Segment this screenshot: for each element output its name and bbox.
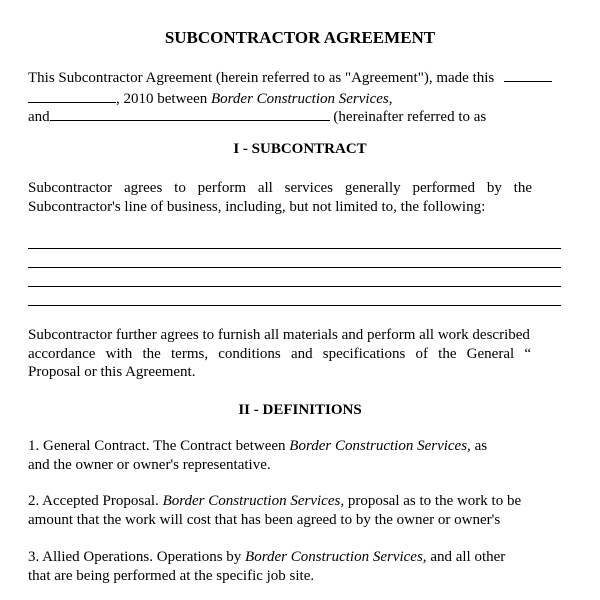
subcontractor-name-blank[interactable] [50, 106, 330, 121]
section-1-heading: I - SUBCONTRACT [233, 141, 367, 157]
services-blank-line-4[interactable] [28, 305, 561, 306]
section-2-heading: II - DEFINITIONS [238, 402, 362, 418]
definition-3-pre: 3. Allied Operations. Operations by [28, 549, 246, 565]
definition-1-line-2: and the owner or owner's representative. [28, 457, 271, 473]
document-title: SUBCONTRACTOR AGREEMENT [164, 28, 436, 47]
date-day-blank[interactable] [504, 67, 552, 82]
intro-hereinafter: (hereinafter referred to as [329, 109, 487, 125]
intro-text-2: , 2010 between [116, 91, 211, 107]
definition-1-line-1 [28, 437, 487, 455]
section-1-para-2-line-3: Proposal or this Agreement. [28, 364, 196, 380]
definition-2-company: Border Construction Services, [162, 493, 345, 509]
definition-3-company: Border Construction Services, [245, 549, 427, 565]
services-blank-line-2[interactable] [28, 267, 561, 268]
definition-2-post: proposal as to the work to be [344, 493, 522, 509]
services-blank-line-1[interactable] [28, 248, 561, 249]
intro-line-3 [28, 106, 486, 126]
definition-1-post: as [470, 438, 488, 454]
date-month-blank[interactable] [28, 88, 116, 103]
intro-line-1 [28, 67, 552, 87]
definition-3-line-1 [28, 548, 505, 566]
section-1-para-2-line-1: Subcontractor further agrees to furnish all materials and perform all work described [28, 327, 530, 343]
section-1-para-1-line-1: Subcontractor agrees to perform all services generally performed by the [28, 180, 532, 196]
definition-2-line-1 [28, 492, 521, 510]
definition-2-pre: 2. Accepted Proposal. [28, 493, 163, 509]
definition-3-post: and all other [426, 549, 506, 565]
intro-line-2 [28, 88, 393, 108]
definition-2-line-2: amount that the work will cost that has been agreed to by the owner or owner's [28, 512, 501, 528]
definition-3-line-2: that are being performed at the specific job site. [28, 568, 315, 584]
services-blank-line-3[interactable] [28, 286, 561, 287]
definition-1-pre: 1. General Contract. The Contract between [28, 438, 290, 454]
section-1-para-1-line-2: Subcontractor's line of business, including, but not limited to, the following: [28, 199, 486, 215]
definition-1-company: Border Construction Services, [289, 438, 471, 454]
intro-company: Border Construction Services, [210, 91, 393, 107]
section-1-para-2-line-2: accordance with the terms, conditions and specifications of the General “ [28, 346, 531, 362]
intro-and: and [28, 109, 50, 125]
intro-text-1: This Subcontractor Agreement (herein referred to as "Agreement"), made this [28, 70, 495, 86]
